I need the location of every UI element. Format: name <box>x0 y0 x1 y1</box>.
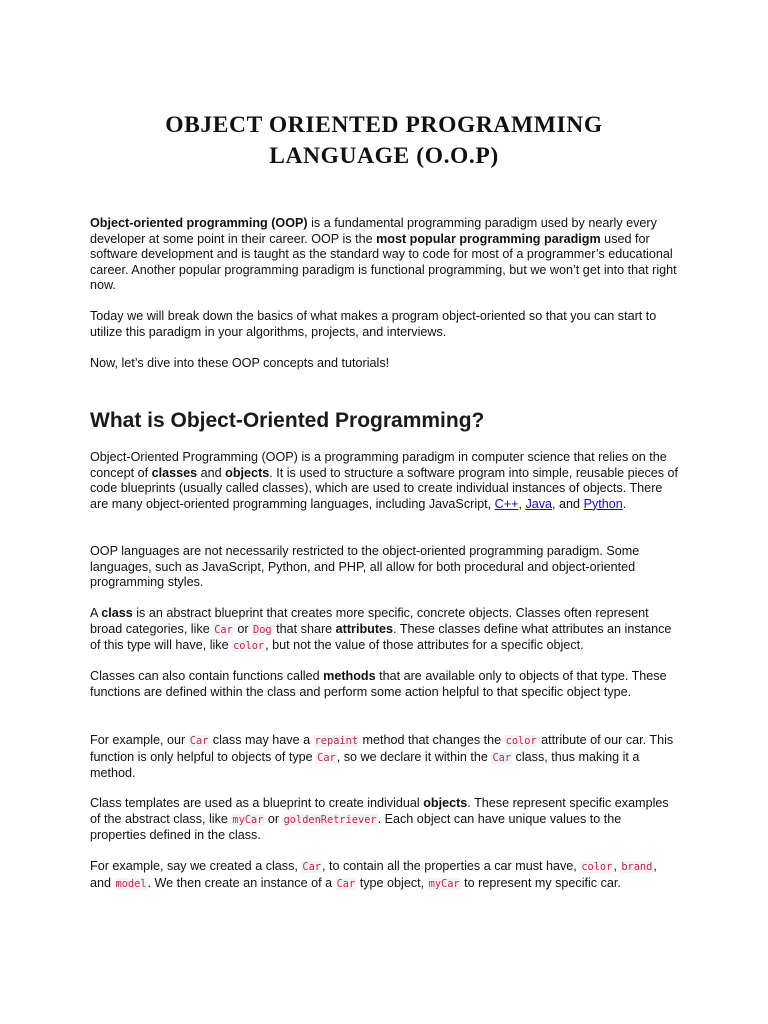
section-paragraph-1: Object-Oriented Programming (OOP) is a programming paradigm in computer science that relies on the concept of classes and objects. It is used to structure a software program into simple, reusable pieces of code blueprints (usually called classes), which are used to create individual instances of objects. There are many object-oriented programming languages, including JavaScript, C++, Java, and Python. <box>90 450 679 511</box>
section-paragraph-7: For example, say we created a class, Car, to contain all the properties a car must have, color, brand, and model. We then create an instance of a Car type object, myCar to represent my specific car. <box>90 859 657 890</box>
section-paragraph-6: Class templates are used as a blueprint to create individual objects. These represent specific examples of the abstract class, like myCar or goldenRetriever. Each object can have unique values to the properties defined in the class. <box>90 796 669 843</box>
bold-text: attributes <box>335 621 394 636</box>
link-java[interactable]: Java <box>525 496 553 511</box>
document-title <box>80 110 688 172</box>
intro-paragraph-2: Today we will break down the basics of what makes a program object-oriented so that you can start to utilize this paradigm in your algorithms, projects, and interviews. <box>90 309 657 339</box>
inline-code: myCar <box>428 877 460 890</box>
section-paragraph-3: A class is an abstract blueprint that creates more specific, concrete objects. Classes often represent broad categories, like Car or Dog that share attributes. These classes define what attributes an instance of this type will have, like color, but not the value of those attributes for a specific object. <box>90 606 672 653</box>
inline-code: repaint <box>314 735 359 747</box>
inline-code: goldenRetriever <box>283 813 377 826</box>
inline-code: Car <box>189 735 209 747</box>
intro-paragraph-3: Now, let’s dive into these OOP concepts and tutorials! <box>90 356 390 370</box>
bold-text: objects <box>225 465 270 480</box>
section-heading: What is Object-Oriented Programming? <box>90 409 485 432</box>
inline-code: Car <box>302 861 321 873</box>
section-paragraph-5: For example, our Car class may have a repaint method that changes the color attribute of our car. This function is only helpful to objects of type Car, so we declare it within the Car class, thus making it a method. <box>90 733 674 781</box>
inline-code: color <box>233 640 265 653</box>
bold-text: methods <box>323 669 376 683</box>
bold-text: objects <box>423 796 468 810</box>
inline-code: Car <box>336 877 356 890</box>
section-paragraph-2: OOP languages are not necessarily restricted to the object-oriented programming paradigm. Some languages, such as JavaScript, Python, and PHP, all allow for both procedural and object-oriented programming styles. <box>90 544 640 590</box>
bold-text: class <box>101 606 133 620</box>
inline-code: Car <box>492 751 512 764</box>
inline-code: model <box>115 877 147 890</box>
title-line-1: OBJECT ORIENTED PROGRAMMING <box>165 112 603 138</box>
inline-code: Car <box>214 623 233 636</box>
section-paragraph-4: Classes can also contain functions called methods that are available only to objects of that type. These functions are defined within the class and perform some action helpful to that specific object type. <box>90 669 667 699</box>
inline-code: color <box>505 735 537 747</box>
bold-text: classes <box>151 465 198 480</box>
inline-code: Car <box>317 751 336 764</box>
inline-code: color <box>581 861 613 873</box>
intro-paragraph-1: Object-oriented programming (OOP) is a fundamental programming paradigm used by nearly every developer at some point in their career. OOP is the most popular programming paradigm used for software development and is taught as the standard way to code for most of a programmer’s educational career. Another popular programming paradigm is functional programming, but we won’t get into that right now. <box>90 216 677 293</box>
bold-text: Object-oriented programming (OOP) <box>90 216 308 230</box>
link-python[interactable]: Python <box>583 496 623 511</box>
bold-text: most popular programming paradigm <box>376 231 601 246</box>
inline-code: myCar <box>232 813 264 826</box>
inline-code: Dog <box>253 623 272 636</box>
inline-code: brand <box>621 861 653 873</box>
title-line-2: LANGUAGE (O.O.P) <box>269 143 499 169</box>
link-cpp[interactable]: C++ <box>494 496 519 511</box>
